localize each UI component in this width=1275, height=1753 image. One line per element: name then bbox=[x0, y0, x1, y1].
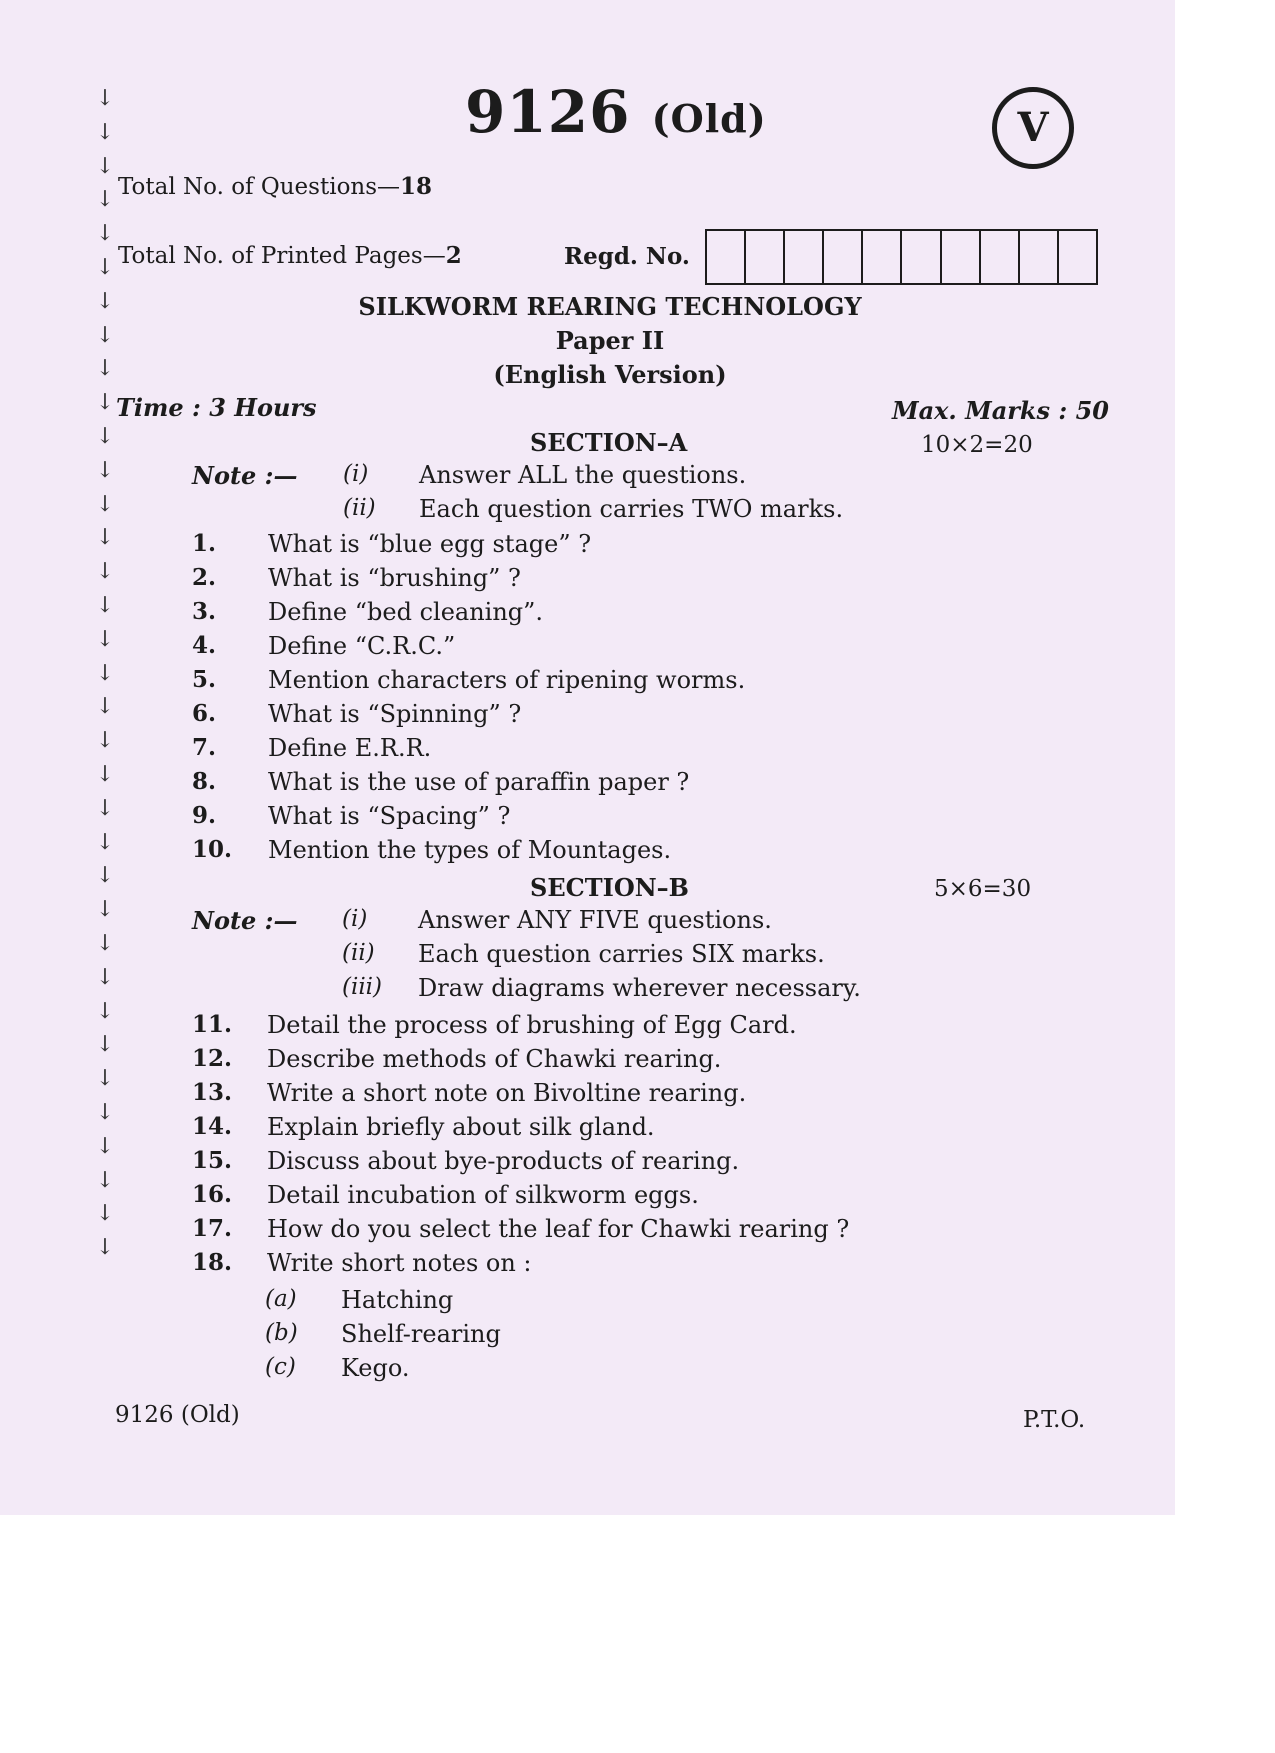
section-a-question-text: What is the use of paraffin paper ? bbox=[268, 768, 690, 796]
regd-no-label: Regd. No. bbox=[564, 243, 690, 270]
margin-arrow-icon: ↓ bbox=[95, 187, 115, 213]
margin-arrow-icon: ↓ bbox=[95, 829, 115, 855]
time-allowed: Time : 3 Hours bbox=[116, 393, 317, 422]
section-b-question-text: Detail incubation of silkworm eggs. bbox=[267, 1181, 699, 1209]
section-b-note-label: Note :— bbox=[192, 906, 298, 935]
margin-arrow-icon: ↓ bbox=[95, 1167, 115, 1193]
section-a-question-label: 1. bbox=[192, 530, 217, 557]
section-b-subpart-label: (a) bbox=[265, 1286, 297, 1312]
section-a-question-label: 6. bbox=[192, 700, 217, 727]
section-b-marks: 5×6=30 bbox=[934, 876, 1032, 902]
section-a-question-label: 5. bbox=[192, 666, 217, 693]
section-a-question-text: What is “Spinning” ? bbox=[268, 700, 522, 728]
margin-arrow-icon: ↓ bbox=[95, 423, 115, 449]
section-b-question-label: 18. bbox=[192, 1249, 233, 1276]
margin-arrow-icon: ↓ bbox=[95, 1133, 115, 1159]
margin-arrow-icon: ↓ bbox=[95, 153, 115, 179]
section-a-question-text: Define E.R.R. bbox=[268, 734, 432, 762]
margin-arrow-icon: ↓ bbox=[95, 221, 115, 247]
section-a-question-label: 9. bbox=[192, 802, 217, 829]
regd-box[interactable] bbox=[824, 231, 863, 283]
margin-arrow-icon: ↓ bbox=[95, 119, 115, 145]
section-b-subpart-text: Kego. bbox=[341, 1354, 410, 1382]
section-b-question-text: Write short notes on : bbox=[267, 1249, 532, 1277]
version-mark: V bbox=[1017, 104, 1049, 151]
margin-arrow-icon: ↓ bbox=[95, 1066, 115, 1092]
margin-arrow-icon: ↓ bbox=[95, 592, 115, 618]
section-b-question-label: 13. bbox=[192, 1079, 233, 1106]
section-b-question-label: 11. bbox=[192, 1011, 233, 1038]
regd-box[interactable] bbox=[863, 231, 902, 283]
margin-arrow-icon: ↓ bbox=[95, 795, 115, 821]
regd-box[interactable] bbox=[785, 231, 824, 283]
section-b-note-label: (i) bbox=[342, 906, 368, 932]
section-a-question-label: 3. bbox=[192, 598, 217, 625]
paper-code-number: 9126 bbox=[465, 78, 631, 146]
section-a-question-text: What is “blue egg stage” ? bbox=[268, 530, 592, 558]
section-b-question-text: Explain briefly about silk gland. bbox=[267, 1113, 655, 1141]
margin-arrows bbox=[94, 82, 116, 1265]
margin-arrow-icon: ↓ bbox=[95, 254, 115, 280]
section-a-question-text: Mention the types of Mountages. bbox=[268, 836, 672, 864]
section-a-note-label: Note :— bbox=[192, 461, 298, 490]
section-a-note-text: Answer ALL the questions. bbox=[419, 461, 747, 489]
margin-arrow-icon: ↓ bbox=[95, 626, 115, 652]
margin-arrow-icon: ↓ bbox=[95, 491, 115, 517]
section-b-question-label: 12. bbox=[192, 1045, 233, 1072]
margin-arrow-icon: ↓ bbox=[95, 86, 115, 111]
total-questions-label: Total No. of Questions— bbox=[118, 174, 401, 200]
section-a-question-label: 7. bbox=[192, 734, 217, 761]
regd-no-boxes[interactable] bbox=[705, 229, 1098, 285]
margin-arrow-icon: ↓ bbox=[95, 288, 115, 314]
margin-arrow-icon: ↓ bbox=[95, 728, 115, 754]
margin-arrow-icon: ↓ bbox=[95, 1201, 115, 1227]
version-label: (English Version) bbox=[493, 360, 727, 389]
footer-pto: P.T.O. bbox=[1023, 1407, 1086, 1433]
margin-arrow-icon: ↓ bbox=[95, 525, 115, 551]
regd-box[interactable] bbox=[707, 231, 746, 283]
regd-box[interactable] bbox=[942, 231, 981, 283]
section-b-note-text: Each question carries SIX marks. bbox=[418, 940, 825, 968]
section-b-subpart-text: Shelf-rearing bbox=[341, 1320, 501, 1348]
section-b-note-text: Answer ANY FIVE questions. bbox=[418, 906, 772, 934]
margin-arrow-icon: ↓ bbox=[95, 356, 115, 382]
total-pages-label: Total No. of Printed Pages— bbox=[118, 243, 446, 269]
total-questions bbox=[118, 173, 432, 200]
footer-code: 9126 (Old) bbox=[115, 1402, 240, 1428]
section-b-question-label: 14. bbox=[192, 1113, 233, 1140]
section-a-question-label: 10. bbox=[192, 836, 233, 863]
section-b-question-label: 15. bbox=[192, 1147, 233, 1174]
margin-arrow-icon: ↓ bbox=[95, 559, 115, 585]
margin-arrow-icon: ↓ bbox=[95, 1099, 115, 1125]
margin-arrow-icon: ↓ bbox=[95, 930, 115, 956]
section-a-note-label: (ii) bbox=[343, 495, 376, 521]
margin-arrow-icon: ↓ bbox=[95, 964, 115, 990]
margin-arrow-icon: ↓ bbox=[95, 1032, 115, 1058]
section-a-question-label: 8. bbox=[192, 768, 217, 795]
section-b-question-label: 17. bbox=[192, 1215, 233, 1242]
section-a-question-text: What is “brushing” ? bbox=[268, 564, 521, 592]
section-b-question-text: Write a short note on Bivoltine rearing. bbox=[267, 1079, 747, 1107]
margin-arrow-icon: ↓ bbox=[95, 457, 115, 483]
margin-arrow-icon: ↓ bbox=[95, 761, 115, 787]
section-a-note-text: Each question carries TWO marks. bbox=[419, 495, 844, 523]
section-b-note-text: Draw diagrams wherever necessary. bbox=[418, 974, 861, 1002]
margin-arrow-icon: ↓ bbox=[95, 1235, 115, 1261]
section-b-note-label: (iii) bbox=[342, 974, 383, 1000]
section-a-question-text: Define “bed cleaning”. bbox=[268, 598, 544, 626]
subject-title: SILKWORM REARING TECHNOLOGY bbox=[358, 292, 862, 321]
section-a-title: SECTION–A bbox=[530, 428, 688, 457]
section-a-marks: 10×2=20 bbox=[921, 432, 1033, 458]
paper-code-suffix: (Old) bbox=[651, 96, 767, 141]
regd-box[interactable] bbox=[902, 231, 941, 283]
section-b-question-text: Describe methods of Chawki rearing. bbox=[267, 1045, 722, 1073]
section-b-question-text: How do you select the leaf for Chawki rearing ? bbox=[267, 1215, 850, 1243]
section-a-question-text: Mention characters of ripening worms. bbox=[268, 666, 746, 694]
section-b-note-label: (ii) bbox=[342, 940, 375, 966]
section-b-question-text: Detail the process of brushing of Egg Card. bbox=[267, 1011, 797, 1039]
total-questions-value: 18 bbox=[400, 173, 433, 200]
section-b-subpart-label: (b) bbox=[265, 1320, 298, 1346]
section-b-subpart-label: (c) bbox=[265, 1354, 296, 1380]
paper-number: Paper II bbox=[555, 326, 665, 355]
regd-box[interactable] bbox=[1059, 231, 1096, 283]
total-pages-value: 2 bbox=[445, 242, 462, 269]
paper-code bbox=[465, 78, 767, 146]
section-b-title: SECTION–B bbox=[530, 873, 689, 902]
section-a-note-label: (i) bbox=[343, 461, 369, 487]
section-a-question-text: Define “C.R.C.” bbox=[268, 632, 456, 660]
section-b-question-label: 16. bbox=[192, 1181, 233, 1208]
section-b-question-text: Discuss about bye-products of rearing. bbox=[267, 1147, 740, 1175]
margin-arrow-icon: ↓ bbox=[95, 390, 115, 416]
margin-arrow-icon: ↓ bbox=[95, 694, 115, 720]
total-pages bbox=[118, 242, 462, 269]
section-a-question-label: 4. bbox=[192, 632, 217, 659]
margin-arrow-icon: ↓ bbox=[95, 660, 115, 686]
regd-box[interactable] bbox=[1020, 231, 1059, 283]
regd-box[interactable] bbox=[981, 231, 1020, 283]
margin-arrow-icon: ↓ bbox=[95, 863, 115, 889]
max-marks: Max. Marks : 50 bbox=[892, 396, 1110, 425]
section-a-question-text: What is “Spacing” ? bbox=[268, 802, 511, 830]
margin-arrow-icon: ↓ bbox=[95, 322, 115, 348]
section-a-question-label: 2. bbox=[192, 564, 217, 591]
margin-arrow-icon: ↓ bbox=[95, 998, 115, 1024]
regd-box[interactable] bbox=[746, 231, 785, 283]
margin-arrow-icon: ↓ bbox=[95, 897, 115, 923]
section-b-subpart-text: Hatching bbox=[341, 1286, 454, 1314]
version-mark-circle bbox=[992, 87, 1074, 169]
